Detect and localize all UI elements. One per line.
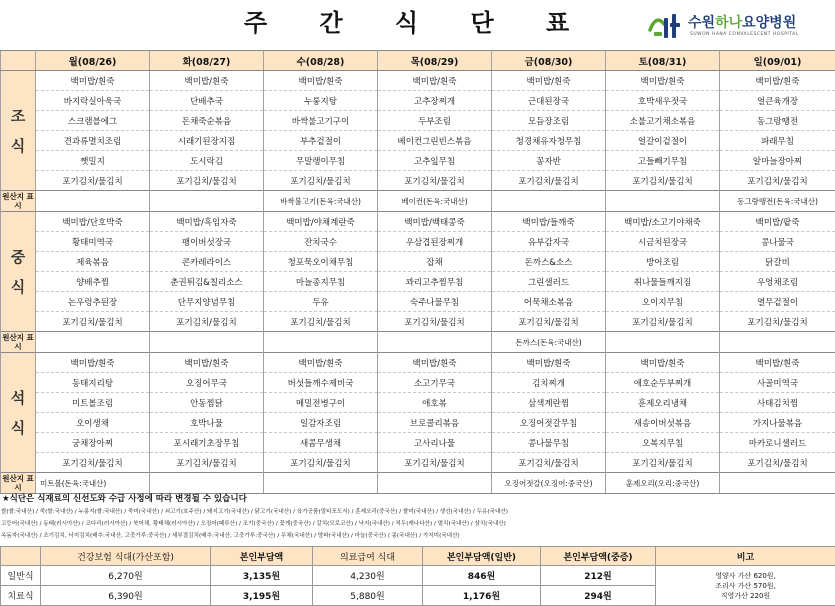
menu-item: 콩나물국 [720,232,835,252]
menu-item: 훈제오리냉채 [606,393,720,413]
menu-item: 포시래기초장무침 [150,433,264,453]
menu-item: 스크램블에그 [36,111,150,131]
menu-item: 마늘종지무침 [264,272,378,292]
menu-item: 숙주나물무침 [378,292,492,312]
origin-item [36,332,150,353]
origin-line: 옥돔자(국내산) / 조기김치, 낙지김치(배추:국내산, 고춧가루:중국산) / 세부결김치(배추:국내산, 고춧가루:중국산) / 무채(국내산) / 양파(국내산) / 마늘(중국산) / 콩(국내산) / 가지미(국내산) [1,533,460,539]
menu-item: 백미밥/백태콩죽 [378,212,492,232]
menu-item: 우삼겹된장찌개 [378,232,492,252]
menu-row [1,413,835,433]
menu-item: 춘권튀김&칠리소스 [150,272,264,292]
menu-row [1,171,835,191]
menu-item: 포기김치/물김치 [492,312,606,332]
menu-item: 꽁자반 [492,151,606,171]
menu-row [1,292,835,312]
day-header: 월(08/26) [36,51,150,71]
menu-item: 그린샐러드 [492,272,606,292]
day-header: 금(08/30) [492,51,606,71]
origin-label: 원산지 표시 [2,474,34,492]
origin-item [150,473,264,494]
menu-row [1,212,835,232]
menu-item: 백미밥/흰죽 [36,353,150,373]
menu-item: 가지나물볶음 [720,413,835,433]
menu-item: 백미밥/흰죽 [36,71,150,91]
change-notice: ★식단은 식재료의 신선도와 수급 사정에 따라 변경될 수 있습니다 [2,494,247,504]
menu-item: 쨋밀지 [36,151,150,171]
menu-item: 백미밥/흰죽 [492,353,606,373]
menu-item: 근대된장국 [492,91,606,111]
origin-item [378,473,492,494]
menu-item: 알마늘장아찌 [720,151,835,171]
menu-row [1,131,835,151]
origin-item: 미트볼(돈육:국내산) [36,473,150,494]
menu-item: 고추잎무침 [378,151,492,171]
menu-item: 포기김치/물김치 [36,453,150,473]
menu-item: 포기김치/물김치 [492,171,606,191]
menu-item: 파래무침 [720,131,835,151]
origin-label: 원산지 표시 [2,333,34,351]
menu-item: 포기김치/물김치 [720,453,835,473]
menu-item: 바지락실아욱국 [36,91,150,111]
menu-item: 백미밥/흰죽 [606,71,720,91]
menu-item: 오징어무국 [150,373,264,393]
cost-header: 본인부담액(중증) [541,547,656,566]
menu-item: 논우렁추된장 [36,292,150,312]
cost-cell: 846원 [423,566,541,586]
menu-row [1,312,835,332]
menu-item: 콩나물무침 [492,433,606,453]
menu-item: 사태김치찜 [720,393,835,413]
menu-item: 포기김치/물김치 [150,453,264,473]
cost-cell: 212원 [541,566,656,586]
origin-item: 오징어젓갈(오징어:중국산) [492,473,606,494]
menu-item: 김치찌개 [492,373,606,393]
menu-item: 브로콜리볶음 [378,413,492,433]
origin-label: 원산지 표시 [2,192,34,210]
menu-item: 우엉채조림 [720,272,835,292]
menu-item: 포기김치/물김치 [264,453,378,473]
cost-header: 본인부담액(일반) [423,547,541,566]
menu-item: 포기김치/물김치 [36,312,150,332]
cost-cell: 3,195원 [211,586,313,606]
origin-item: 동그랑땡전(돈육:국내산) [720,191,835,212]
cost-header: 건강보험 식대(가산포함) [41,547,211,566]
menu-item: 황태미역국 [36,232,150,252]
menu-item: 오이지무침 [606,292,720,312]
menu-item: 무말랭이무침 [264,151,378,171]
menu-item: 포기김치/물김치 [264,312,378,332]
origin-row [1,332,835,353]
menu-item: 포기김치/물김치 [150,171,264,191]
origin-row [1,473,835,494]
origin-item [36,191,150,212]
menu-item: 잔치국수 [264,232,378,252]
menu-row [1,71,835,91]
origin-item [150,332,264,353]
menu-item: 돈까스&소스 [492,252,606,272]
origin-item: 훈제오리(오리:중국산) [606,473,720,494]
origin-item [492,191,606,212]
menu-item: 부추겉절이 [264,131,378,151]
menu-item: 동그랑땡전 [720,111,835,131]
menu-item: 오징어젓갈무침 [492,413,606,433]
menu-item: 포기김치/물김치 [378,312,492,332]
menu-item: 닭갈비 [720,252,835,272]
menu-item: 취나물들깨지짐 [606,272,720,292]
menu-item: 삼색계란찜 [492,393,606,413]
menu-row [1,393,835,413]
menu-row [1,151,835,171]
origin-row [1,191,835,212]
origin-item [606,191,720,212]
menu-item: 청포묵오이채무침 [264,252,378,272]
cost-cell: 5,880원 [313,586,423,606]
menu-item: 유부감자국 [492,232,606,252]
menu-item: 제육볶음 [36,252,150,272]
menu-item: 호박새우젓국 [606,91,720,111]
logo-mark-icon [648,10,684,42]
menu-row [1,91,835,111]
menu-row [1,232,835,252]
menu-item: 백미밥/흰죽 [378,353,492,373]
page-title: 주 간 식 단 표 [243,9,592,37]
menu-item: 백미밥/단호박죽 [36,212,150,232]
day-header: 화(08/27) [150,51,264,71]
cost-cell: 6,390원 [41,586,211,606]
day-header: 수(08/28) [264,51,378,71]
lunch-label: 중 식 [1,212,36,332]
menu-row [1,453,835,473]
menu-item: 청경채유자청무침 [492,131,606,151]
menu-item: 도시락김 [150,151,264,171]
menu-item: 백미밥/야채계란죽 [264,212,378,232]
menu-item: 모듬장조림 [492,111,606,131]
menu-item: 애호순두부찌개 [606,373,720,393]
menu-item: 양배추찜 [36,272,150,292]
menu-item: 열무겉절이 [720,292,835,312]
menu-row [1,353,835,373]
origin-item [606,332,720,353]
cost-header [1,547,41,566]
menu-item: 백미밥/팥죽 [720,212,835,232]
cost-cell: 치료식 [1,586,41,606]
menu-item: 단무지양념무침 [150,292,264,312]
menu-item: 버섯들깨수제비국 [264,373,378,393]
menu-item: 시금치된장국 [606,232,720,252]
menu-item: 백미밥/흰죽 [264,353,378,373]
menu-item: 포기김치/물김치 [36,171,150,191]
menu-item: 새송이버섯볶음 [606,413,720,433]
menu-item: 안동찜닭 [150,393,264,413]
menu-item: 메밀전병구이 [264,393,378,413]
origin-line: 쌀(쌀:국내산) / 죽(쌀:국내산) / 누룽지(쌀:국내산) / 죽미(국내산) / 쇠고기(호주산) / 돼지고기(국내산) / 닭고기(국내산) / 육가공품(멀티포도서) / 훈제오리(중국산) / 쌀미(국내산) / 생선(국내산) / 두유(국내산) [1,509,508,515]
menu-item: 궁채장아찌 [36,433,150,453]
logo-name: 수원하나요양병원 [688,15,797,31]
cost-header: 비고 [656,547,835,566]
menu-item: 단배추국 [150,91,264,111]
menu-item: 일감자조림 [264,413,378,433]
day-header: 목(08/29) [378,51,492,71]
origin-item [150,191,264,212]
menu-item: 시래기된장지짐 [150,131,264,151]
cost-cell: 4,230원 [313,566,423,586]
menu-item: 사골미역국 [720,373,835,393]
menu-item: 얼갈이겉절이 [606,131,720,151]
menu-item: 백미밥/흰죽 [378,71,492,91]
menu-item: 포기김치/물김치 [606,453,720,473]
origin-item [264,332,378,353]
menu-item: 돈채죽순볶음 [150,111,264,131]
menu-item: 방어조림 [606,252,720,272]
menu-item: 베이컨그린빈스볶음 [378,131,492,151]
menu-item: 백미밥/들깨죽 [492,212,606,232]
cost-cell: 일반식 [1,566,41,586]
menu-item: 백미밥/흰죽 [492,71,606,91]
menu-item: 오이생채 [36,413,150,433]
day-header: 일(09/01) [720,51,835,71]
menu-row [1,252,835,272]
cost-header: 의료급여 식대 [313,547,423,566]
weekly-menu-table [0,50,835,494]
hospital-logo [648,10,832,46]
origin-item: 베이컨(돈육:국내산) [378,191,492,212]
origin-item [720,332,835,353]
menu-item: 미트볼조림 [36,393,150,413]
menu-item: 두부조림 [378,111,492,131]
menu-item: 소불고기채소볶음 [606,111,720,131]
origin-item [264,473,378,494]
origin-item: 돈까스(돈육:국내산) [492,332,606,353]
menu-item: 포기김치/물김치 [720,312,835,332]
origin-item: 바싹불고기(돈육:국내산) [264,191,378,212]
menu-item: 백미밥/흰죽 [150,71,264,91]
menu-item: 백미밥/흰죽 [264,71,378,91]
dinner-label: 석 식 [1,353,36,473]
menu-item: 견과류멸치조림 [36,131,150,151]
breakfast-label: 조 식 [1,71,36,191]
menu-item: 고들빼기무침 [606,151,720,171]
menu-item: 포기김치/물김치 [606,312,720,332]
day-header-row [1,51,835,71]
menu-item: 포기김치/물김치 [378,453,492,473]
menu-item: 마카로니샐러드 [720,433,835,453]
cost-header: 본인부담액 [211,547,313,566]
cost-note: 영양사 가산 620원, 조리사 가산 570원, 직영가산 220원 [656,566,835,606]
menu-item: 콘카레라이스 [150,252,264,272]
menu-item: 꽈리고추찜무침 [378,272,492,292]
menu-item: 고추장찌개 [378,91,492,111]
menu-item: 백미밥/흰죽 [606,353,720,373]
origin-line: 고등어(국내산) / 동태(러시아산) / 코다리(러시아산) / 북어채, 황태채(러시아산) / 오징어(페루산) / 조기(중국산) / 꽃게(중국산) / 갈치(모로코산) / 낙지(국내산) / 적두(캐나다산) / 멸치(국내산) / 삼치(국내산) [1,521,506,527]
menu-item: 고사리나물 [378,433,492,453]
cost-cell: 1,176원 [423,586,541,606]
menu-item: 애호볶 [378,393,492,413]
menu-item: 백미밥/흰죽 [150,353,264,373]
menu-item: 백미밥/소고기야채죽 [606,212,720,232]
cost-cell: 3,135원 [211,566,313,586]
origin-item [720,473,835,494]
menu-item: 바싹불고기구이 [264,111,378,131]
cost-header-row [1,547,835,566]
cost-cell: 294원 [541,586,656,606]
menu-row [1,373,835,393]
menu-item: 호박나물 [150,413,264,433]
menu-item: 누룽지탕 [264,91,378,111]
menu-item: 백미밥/흰죽 [720,353,835,373]
menu-item: 동태지리탕 [36,373,150,393]
menu-row [1,433,835,453]
meal-cost-table [0,546,835,606]
menu-row [1,111,835,131]
menu-item: 얼큰육개장 [720,91,835,111]
menu-item: 백미밥/흰죽 [720,71,835,91]
menu-item: 두유 [264,292,378,312]
menu-item: 포기김치/물김치 [606,171,720,191]
menu-item: 팽이버섯장국 [150,232,264,252]
cost-row [1,566,835,586]
menu-row [1,272,835,292]
corner-cell [1,51,36,71]
menu-item: 오복지무침 [606,433,720,453]
menu-item: 새콤무생채 [264,433,378,453]
logo-subtitle: SUWON HANA CONVALESCENT HOSPITAL [690,32,799,37]
cost-cell: 6,270원 [41,566,211,586]
menu-item: 잡채 [378,252,492,272]
menu-item: 백미밥/흑임자죽 [150,212,264,232]
menu-item: 어묵채소볶음 [492,292,606,312]
menu-item: 소고기무국 [378,373,492,393]
menu-item: 포기김치/물김치 [150,312,264,332]
menu-body [1,71,835,494]
menu-item: 포기김치/물김치 [378,171,492,191]
menu-item: 포기김치/물김치 [720,171,835,191]
origin-item [378,332,492,353]
menu-item: 포기김치/물김치 [264,171,378,191]
day-header: 토(08/31) [606,51,720,71]
menu-item: 포기김치/물김치 [492,453,606,473]
